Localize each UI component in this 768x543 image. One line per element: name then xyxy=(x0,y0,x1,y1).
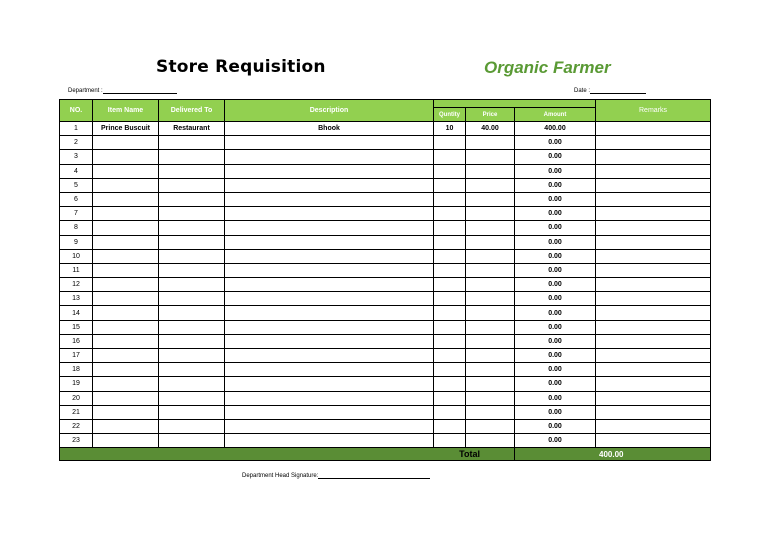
cell-delivered-to[interactable] xyxy=(159,164,225,178)
cell-description[interactable] xyxy=(225,391,434,405)
cell-no: 14 xyxy=(60,306,93,320)
table-row xyxy=(60,334,711,348)
cell-quantity[interactable] xyxy=(434,320,466,334)
cell-amount: 0.00 xyxy=(515,207,596,221)
cell-description[interactable] xyxy=(225,405,434,419)
cell-no: 4 xyxy=(60,164,93,178)
cell-description[interactable] xyxy=(225,320,434,334)
cell-remarks[interactable] xyxy=(596,263,711,277)
cell-delivered-to[interactable]: Restaurant xyxy=(159,122,225,136)
total-label-cell xyxy=(60,448,515,461)
cell-remarks[interactable] xyxy=(596,221,711,235)
brand-name: Organic Farmer xyxy=(484,58,611,77)
cell-quantity[interactable] xyxy=(434,150,466,164)
cell-quantity[interactable] xyxy=(434,377,466,391)
cell-remarks[interactable] xyxy=(596,405,711,419)
cell-remarks[interactable] xyxy=(596,363,711,377)
cell-no: 5 xyxy=(60,178,93,192)
cell-amount: 0.00 xyxy=(515,419,596,433)
cell-amount: 0.00 xyxy=(515,263,596,277)
cell-no: 1 xyxy=(60,122,93,136)
cell-no: 2 xyxy=(60,136,93,150)
cell-quantity[interactable] xyxy=(434,292,466,306)
cell-item-name[interactable] xyxy=(93,363,159,377)
cell-delivered-to[interactable] xyxy=(159,136,225,150)
cell-price[interactable] xyxy=(466,434,515,448)
cell-item-name[interactable] xyxy=(93,136,159,150)
cell-price[interactable] xyxy=(466,249,515,263)
table-row xyxy=(60,235,711,249)
cell-description[interactable] xyxy=(225,221,434,235)
cell-remarks[interactable] xyxy=(596,334,711,348)
cell-item-name[interactable] xyxy=(93,178,159,192)
cell-amount: 0.00 xyxy=(515,292,596,306)
col-header-remarks: Remarks xyxy=(596,100,711,122)
table-row xyxy=(60,207,711,221)
table-row xyxy=(60,377,711,391)
cell-item-name[interactable] xyxy=(93,278,159,292)
signature-label: Department Head Signature: xyxy=(242,473,319,479)
cell-item-name[interactable] xyxy=(93,292,159,306)
cell-price[interactable] xyxy=(466,349,515,363)
cell-no: 9 xyxy=(60,235,93,249)
table-row xyxy=(60,278,711,292)
cell-quantity[interactable] xyxy=(434,235,466,249)
cell-item-name[interactable] xyxy=(93,334,159,348)
cell-quantity[interactable] xyxy=(434,278,466,292)
cell-delivered-to[interactable] xyxy=(159,292,225,306)
cell-remarks[interactable] xyxy=(596,320,711,334)
cell-delivered-to[interactable] xyxy=(159,207,225,221)
cell-no: 21 xyxy=(60,405,93,419)
cell-price[interactable] xyxy=(466,207,515,221)
cell-description[interactable] xyxy=(225,419,434,433)
cell-delivered-to[interactable] xyxy=(159,419,225,433)
cell-amount: 0.00 xyxy=(515,136,596,150)
cell-delivered-to[interactable] xyxy=(159,278,225,292)
total-label: Total xyxy=(459,449,480,460)
cell-no: 20 xyxy=(60,391,93,405)
cell-price[interactable] xyxy=(466,292,515,306)
cell-no: 15 xyxy=(60,320,93,334)
table-row xyxy=(60,249,711,263)
table-row xyxy=(60,419,711,433)
department-label: Department : xyxy=(68,88,103,94)
table-row xyxy=(60,391,711,405)
cell-price[interactable] xyxy=(466,405,515,419)
cell-description[interactable] xyxy=(225,136,434,150)
cell-price[interactable] xyxy=(466,306,515,320)
cell-item-name[interactable] xyxy=(93,320,159,334)
cell-remarks[interactable] xyxy=(596,207,711,221)
cell-item-name[interactable] xyxy=(93,221,159,235)
cell-item-name[interactable] xyxy=(93,434,159,448)
cell-quantity[interactable] xyxy=(434,221,466,235)
date-field[interactable] xyxy=(574,88,646,94)
cell-delivered-to[interactable] xyxy=(159,150,225,164)
cell-description[interactable] xyxy=(225,306,434,320)
cell-delivered-to[interactable] xyxy=(159,349,225,363)
cell-description[interactable] xyxy=(225,164,434,178)
cell-item-name[interactable] xyxy=(93,249,159,263)
cell-amount: 0.00 xyxy=(515,235,596,249)
cell-item-name[interactable] xyxy=(93,391,159,405)
table-row xyxy=(60,320,711,334)
cell-delivered-to[interactable] xyxy=(159,192,225,206)
cell-description[interactable] xyxy=(225,207,434,221)
cell-quantity[interactable] xyxy=(434,363,466,377)
cell-amount: 0.00 xyxy=(515,363,596,377)
cell-amount: 0.00 xyxy=(515,178,596,192)
cell-amount: 400.00 xyxy=(515,122,596,136)
cell-quantity[interactable] xyxy=(434,334,466,348)
cell-remarks[interactable] xyxy=(596,249,711,263)
cell-description[interactable] xyxy=(225,192,434,206)
table-row xyxy=(60,122,711,136)
col-header-amount: Amount xyxy=(515,108,596,122)
cell-amount: 0.00 xyxy=(515,306,596,320)
department-field[interactable] xyxy=(68,88,177,94)
cell-price[interactable] xyxy=(466,178,515,192)
signature-line xyxy=(318,473,430,479)
table-row xyxy=(60,349,711,363)
cell-price[interactable] xyxy=(466,235,515,249)
cell-description[interactable] xyxy=(225,292,434,306)
requisition-table xyxy=(59,99,711,461)
cell-delivered-to[interactable] xyxy=(159,377,225,391)
col-header-group xyxy=(434,100,596,108)
cell-remarks[interactable] xyxy=(596,278,711,292)
cell-item-name[interactable] xyxy=(93,164,159,178)
cell-price[interactable] xyxy=(466,320,515,334)
cell-description[interactable] xyxy=(225,178,434,192)
cell-remarks[interactable] xyxy=(596,192,711,206)
cell-delivered-to[interactable] xyxy=(159,391,225,405)
cell-price[interactable] xyxy=(466,150,515,164)
cell-remarks[interactable] xyxy=(596,122,711,136)
signature-field[interactable] xyxy=(242,473,430,479)
cell-quantity[interactable] xyxy=(434,207,466,221)
cell-remarks[interactable] xyxy=(596,349,711,363)
cell-item-name[interactable] xyxy=(93,349,159,363)
col-header-no: NO. xyxy=(60,100,93,122)
cell-description[interactable] xyxy=(225,150,434,164)
cell-price[interactable] xyxy=(466,391,515,405)
cell-remarks[interactable] xyxy=(596,164,711,178)
cell-delivered-to[interactable] xyxy=(159,363,225,377)
cell-price[interactable] xyxy=(466,419,515,433)
total-amount: 400.00 xyxy=(515,448,711,461)
cell-quantity[interactable] xyxy=(434,434,466,448)
cell-no: 17 xyxy=(60,349,93,363)
cell-delivered-to[interactable] xyxy=(159,235,225,249)
cell-quantity[interactable] xyxy=(434,349,466,363)
cell-remarks[interactable] xyxy=(596,150,711,164)
cell-no: 18 xyxy=(60,363,93,377)
cell-no: 12 xyxy=(60,278,93,292)
cell-description[interactable] xyxy=(225,363,434,377)
table-row xyxy=(60,263,711,277)
col-header-description: Description xyxy=(225,100,434,122)
table-row xyxy=(60,164,711,178)
cell-no: 16 xyxy=(60,334,93,348)
total-row xyxy=(60,448,711,461)
cell-amount: 0.00 xyxy=(515,391,596,405)
cell-no: 3 xyxy=(60,150,93,164)
cell-price[interactable] xyxy=(466,334,515,348)
cell-item-name[interactable] xyxy=(93,405,159,419)
table-row xyxy=(60,192,711,206)
cell-delivered-to[interactable] xyxy=(159,263,225,277)
cell-description[interactable]: Bhook xyxy=(225,122,434,136)
cell-quantity[interactable] xyxy=(434,391,466,405)
cell-no: 6 xyxy=(60,192,93,206)
cell-item-name[interactable] xyxy=(93,263,159,277)
cell-amount: 0.00 xyxy=(515,150,596,164)
cell-item-name[interactable] xyxy=(93,419,159,433)
cell-description[interactable] xyxy=(225,377,434,391)
cell-description[interactable] xyxy=(225,278,434,292)
cell-no: 10 xyxy=(60,249,93,263)
cell-item-name[interactable] xyxy=(93,207,159,221)
cell-description[interactable] xyxy=(225,334,434,348)
date-label: Date : xyxy=(574,88,591,94)
cell-amount: 0.00 xyxy=(515,278,596,292)
cell-price[interactable] xyxy=(466,263,515,277)
cell-delivered-to[interactable] xyxy=(159,320,225,334)
cell-quantity[interactable] xyxy=(434,419,466,433)
cell-description[interactable] xyxy=(225,263,434,277)
cell-delivered-to[interactable] xyxy=(159,334,225,348)
cell-quantity[interactable]: 10 xyxy=(434,122,466,136)
cell-price[interactable] xyxy=(466,164,515,178)
cell-amount: 0.00 xyxy=(515,164,596,178)
cell-price[interactable] xyxy=(466,363,515,377)
cell-no: 13 xyxy=(60,292,93,306)
cell-quantity[interactable] xyxy=(434,249,466,263)
cell-description[interactable] xyxy=(225,434,434,448)
cell-item-name[interactable] xyxy=(93,235,159,249)
col-header-item-name: Item Name xyxy=(93,100,159,122)
table-row xyxy=(60,405,711,419)
cell-amount: 0.00 xyxy=(515,377,596,391)
col-header-delivered-to: Delivered To xyxy=(159,100,225,122)
cell-amount: 0.00 xyxy=(515,320,596,334)
cell-price[interactable] xyxy=(466,192,515,206)
cell-price[interactable]: 40.00 xyxy=(466,122,515,136)
cell-item-name[interactable]: Prince Buscuit xyxy=(93,122,159,136)
cell-remarks[interactable] xyxy=(596,306,711,320)
cell-amount: 0.00 xyxy=(515,249,596,263)
table-row xyxy=(60,178,711,192)
cell-remarks[interactable] xyxy=(596,292,711,306)
cell-item-name[interactable] xyxy=(93,306,159,320)
cell-delivered-to[interactable] xyxy=(159,405,225,419)
cell-price[interactable] xyxy=(466,278,515,292)
department-line xyxy=(103,88,177,94)
cell-remarks[interactable] xyxy=(596,178,711,192)
cell-no: 11 xyxy=(60,263,93,277)
table-row xyxy=(60,434,711,448)
table-row xyxy=(60,221,711,235)
cell-amount: 0.00 xyxy=(515,221,596,235)
cell-delivered-to[interactable] xyxy=(159,221,225,235)
cell-delivered-to[interactable] xyxy=(159,249,225,263)
cell-delivered-to[interactable] xyxy=(159,434,225,448)
cell-delivered-to[interactable] xyxy=(159,178,225,192)
cell-description[interactable] xyxy=(225,349,434,363)
table-row xyxy=(60,150,711,164)
cell-price[interactable] xyxy=(466,221,515,235)
cell-price[interactable] xyxy=(466,136,515,150)
cell-delivered-to[interactable] xyxy=(159,306,225,320)
table-row xyxy=(60,306,711,320)
cell-amount: 0.00 xyxy=(515,434,596,448)
cell-remarks[interactable] xyxy=(596,434,711,448)
cell-remarks[interactable] xyxy=(596,136,711,150)
table-row xyxy=(60,363,711,377)
cell-quantity[interactable] xyxy=(434,405,466,419)
table-row xyxy=(60,292,711,306)
cell-no: 8 xyxy=(60,221,93,235)
table-row xyxy=(60,136,711,150)
cell-quantity[interactable] xyxy=(434,136,466,150)
col-header-quantity: Quntity xyxy=(434,108,466,122)
cell-amount: 0.00 xyxy=(515,405,596,419)
cell-no: 19 xyxy=(60,377,93,391)
cell-quantity[interactable] xyxy=(434,306,466,320)
cell-quantity[interactable] xyxy=(434,164,466,178)
cell-no: 23 xyxy=(60,434,93,448)
date-line xyxy=(590,88,646,94)
cell-remarks[interactable] xyxy=(596,235,711,249)
cell-item-name[interactable] xyxy=(93,150,159,164)
cell-amount: 0.00 xyxy=(515,349,596,363)
page-title: Store Requisition xyxy=(156,57,326,77)
cell-item-name[interactable] xyxy=(93,377,159,391)
col-header-price: Price xyxy=(466,108,515,122)
cell-quantity[interactable] xyxy=(434,178,466,192)
cell-price[interactable] xyxy=(466,377,515,391)
cell-remarks[interactable] xyxy=(596,391,711,405)
cell-amount: 0.00 xyxy=(515,334,596,348)
cell-remarks[interactable] xyxy=(596,377,711,391)
cell-remarks[interactable] xyxy=(596,419,711,433)
cell-item-name[interactable] xyxy=(93,192,159,206)
cell-description[interactable] xyxy=(225,249,434,263)
cell-quantity[interactable] xyxy=(434,263,466,277)
cell-quantity[interactable] xyxy=(434,192,466,206)
cell-description[interactable] xyxy=(225,235,434,249)
cell-no: 22 xyxy=(60,419,93,433)
cell-amount: 0.00 xyxy=(515,192,596,206)
cell-no: 7 xyxy=(60,207,93,221)
